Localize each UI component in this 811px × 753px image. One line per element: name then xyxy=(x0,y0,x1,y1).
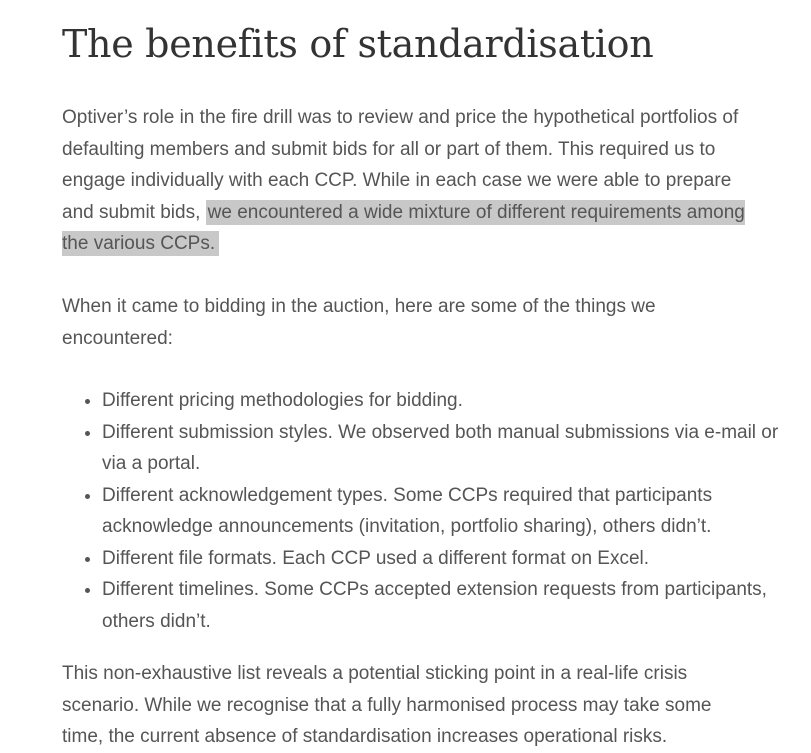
paragraph-bidding: When it came to bidding in the auction, here are some of the things we encountered: xyxy=(62,296,656,349)
highlighted-text-selection[interactable]: we encountered a wide mixture of different requirements among the various CCPs. xyxy=(62,201,745,254)
list-item: • Different timelines. Some CCPs accepted extension requests from participants, others didn’t. xyxy=(102,574,792,637)
encountered-issues-list xyxy=(62,385,792,637)
list-item: • Different acknowledgement types. Some CCPs required that participants acknowledge announcements (invitation, portfolio sharing), others didn’t. xyxy=(102,480,792,543)
paragraph-intro-text: Optiver’s role in the fire drill was to review and price the hypothetical portfolios of defaulting members and submit bids for all or part of them. This required us to engage individually with each CCP. While in each case we were able to prepare and submit bids, xyxy=(62,107,739,223)
list-item: • Different file formats. Each CCP used a different format on Excel. xyxy=(102,543,792,575)
list-item: • Different pricing methodologies for bidding. xyxy=(102,385,792,417)
section-heading: The benefits of standardisation xyxy=(62,22,654,66)
paragraph-conclusion: This non-exhaustive list reveals a potential sticking point in a real-life crisis scenario. While we recognise that a fully harmonised process may take some time, the current absence of standardisation increases operational risks. xyxy=(62,663,712,747)
list-item: • Different submission styles. We observed both manual submissions via e-mail or via a portal. xyxy=(102,417,792,480)
paragraph-intro xyxy=(62,102,747,260)
